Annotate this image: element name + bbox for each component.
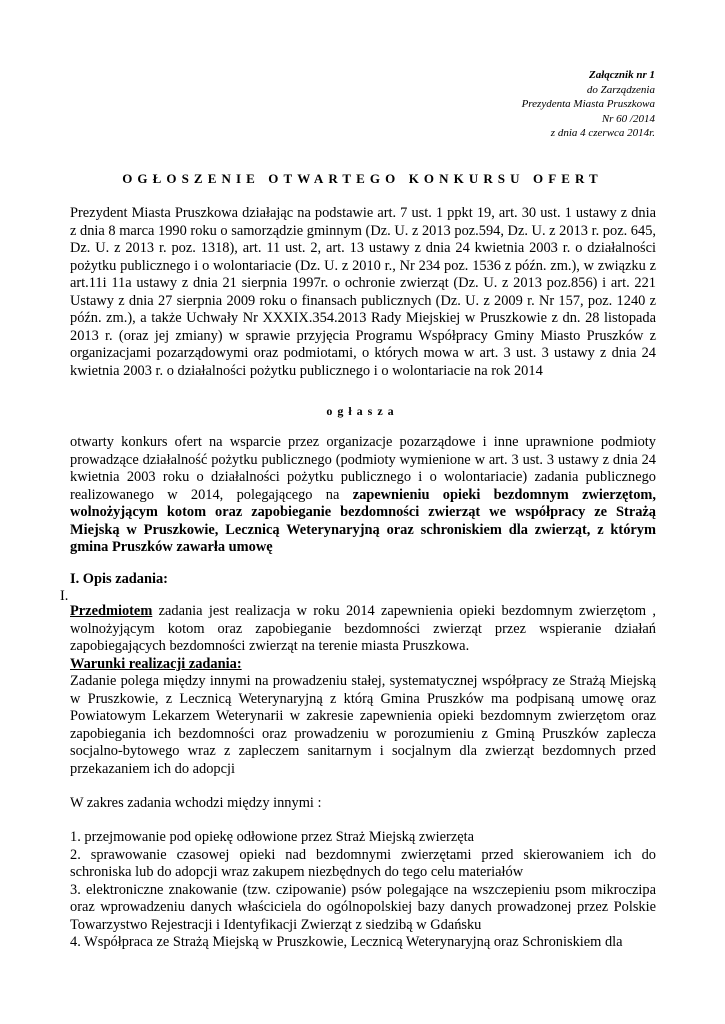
list-item: 2. sprawowanie czasowej opieki nad bezdomnymi zwierzętami przed skierowaniem ich do schroniska lub do adopcji wraz zakupem niezbędnych do tego celu materiałów <box>70 846 656 880</box>
attachment-number: Załącznik nr 1 <box>588 69 655 81</box>
section-heading: I. Opis zadania: <box>70 571 168 587</box>
list-item: 4. Współpraca ze Strażą Miejską w Pruszkowie, Lecznicą Weterynaryjną oraz Schroniskiem dla <box>70 934 623 950</box>
announcement-text: otwarty konkurs ofert na wsparcie przez organizacje pozarządowe i inne uprawnione podmioty prowadzące działalność pożytku publicznego (podmioty wymienione w art. 3 ust. 3 ustawy z dnia 24 kwietnia 2003 roku o działalności pożytku publicznego i o wolontariacie) zadania publicznego realizowanego w 2014, polegającego na <box>70 434 656 503</box>
announcement-paragraph <box>70 434 656 557</box>
subject-text: zadania jest realizacja w roku 2014 zapewnienia opieki bezdomnym zwierzętom , wolnożyjącym kotom oraz zapobieganie bezdomności zwierząt przez wspieranie działań zapobiegających bezdomności zwierząt na terenie miasta Pruszkowa. <box>70 603 656 654</box>
scope-list <box>70 829 656 952</box>
document-title: OGŁOSZENIE OTWARTEGO KONKURSU OFERT <box>122 171 603 186</box>
attachment-line-4: Nr 60 /2014 <box>601 112 655 125</box>
conditions-heading: Warunki realizacji zadania: <box>70 656 242 672</box>
attachment-line-2: do Zarządzenia <box>586 83 655 96</box>
subject-paragraph <box>70 603 656 656</box>
scope-intro: W zakres zadania wchodzi między innymi : <box>70 795 322 811</box>
list-item: 1. przejmowanie pod opiekę odłowione przez Straż Miejską zwierzęta <box>70 829 474 845</box>
attachment-header <box>335 68 655 141</box>
announcement-bold-text: zapewnieniu opieki bezdomnym zwierzętom, wolnożyjącym kotom oraz zapobieganie bezdomności zwierząt we współpracy ze Strażą Miejską w Pruszkowie, Lecznicą Weterynaryjną oraz schroniskiem dla zwierząt, z którym gmina Pruszków zawarła umowę <box>70 486 656 555</box>
conditions-paragraph: Zadanie polega między innymi na prowadzeniu stałej, systematycznej współpracy ze Strażą Miejską w Pruszkowie, z Lecznicą Weterynaryjną z którą Gmina Pruszków ma podpisaną umowę oraz Powiatowym Lekarzem Weterynarii w zakresie zapewnienia opieki bezdomnym zwierzętom oraz zapobiegania ich bezdomności oraz prowadzeniu w porozumieniu z Gminą Pruszków zaplecza socjalno-bytowego wraz z zapleczem sanitarnym i socjalnym dla zwierząt bezdomnych przed przekazaniem ich do adopcji <box>70 673 656 777</box>
intro-paragraph: Prezydent Miasta Pruszkowa działając na podstawie art. 7 ust. 1 ppkt 19, art. 30 ust. 1 ustawy z dnia z dnia 8 marca 1990 roku o samorządzie gminnym (Dz. U. z 2013 poz.594, Dz. U. z 2013 r. poz. 645, Dz. U. z 2013 r. poz. 1318), art. 11 ust. 2, art. 13 ustawy z dnia 24 kwietnia 2003 r. o działalności pożytku publicznego i o wolontariacie (Dz. U. z 2010 r., Nr 234 poz. 1536 z późn. zm.), w związku z art.11i 11a ustawy z dnia 21 sierpnia 1997r. o ochronie zwierząt (Dz. U. z 2013 poz.856) i art. 221 Ustawy z dnia 27 sierpnia 2009 roku o finansach publicznych (Dz. U. z 2009 r. Nr 157, poz. 1240 z późn. zm.), a także Uchwały Nr XXXIX.354.2013 Rady Miejskiej w Pruszkowie z dn. 28 listopada 2013 r. (oraz jej zmiany) w sprawie przyjęcia Programu Współpracy Gminy Miasto Pruszków z organizacjami pozarządowymi oraz podmiotami, o których mowa w art. 3 ust. 3 ustawy z dnia 24 kwietnia 2003 r. o działalności pożytku publicznego i o wolontariacie na rok 2014 <box>70 205 656 379</box>
list-item: 3. elektroniczne znakowanie (tzw. czipowanie) psów polegające na wszczepieniu psom mikroczipa oraz wprowadzeniu danych właściciela do ogólnopolskiej bazy danych prowadzonej przez Polskie Towarzystwo Rejestracji i Identyfikacji Zwierząt z siedzibą w Gdańsku <box>70 881 656 933</box>
announces-heading: ogłasza <box>326 404 399 418</box>
roman-numeral: I. <box>60 588 69 604</box>
attachment-line-3: Prezydenta Miasta Pruszkowa <box>521 98 655 110</box>
attachment-line-5: z dnia 4 czerwca 2014r. <box>550 127 655 139</box>
subject-label: Przedmiotem <box>70 603 153 619</box>
